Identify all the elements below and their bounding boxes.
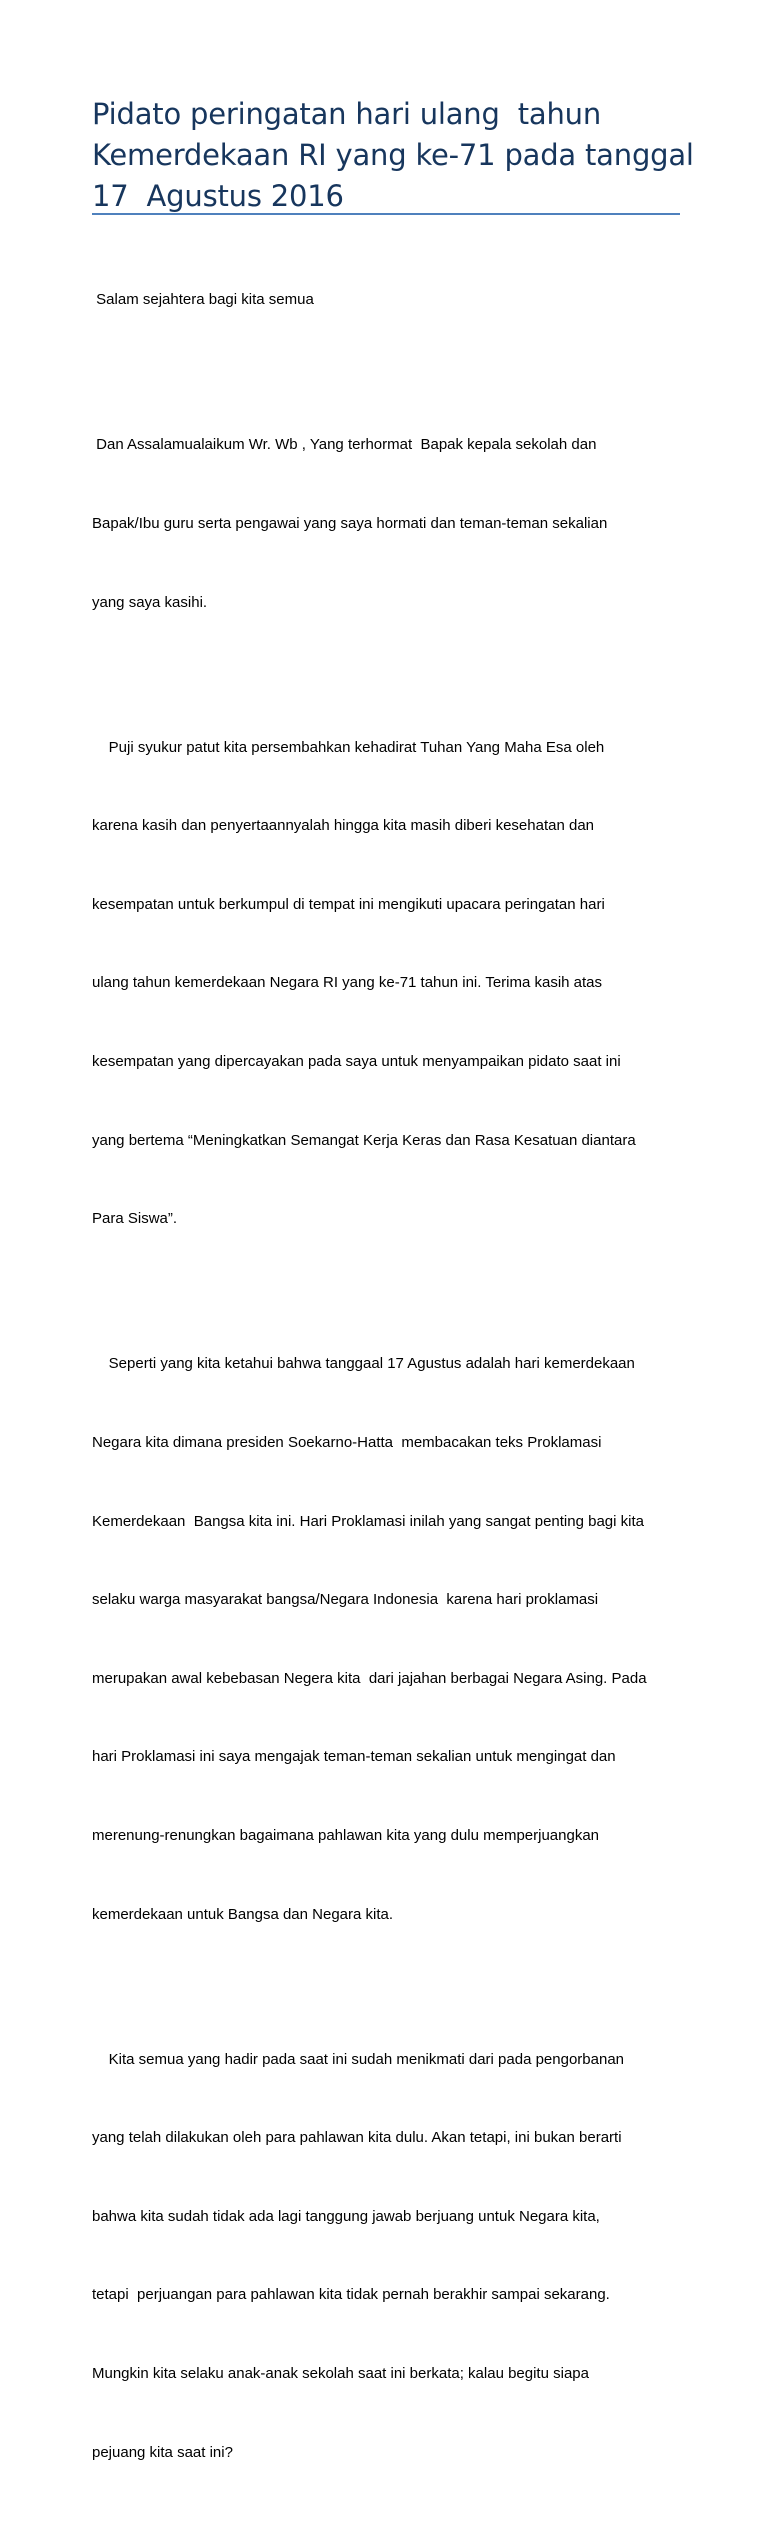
paragraph-line: kesempatan yang dipercayakan pada saya untuk menyampaikan pidato saat ini (92, 1053, 621, 1071)
title-underline-rule (92, 213, 680, 215)
paragraph-line: bahwa kita sudah tidak ada lagi tanggung jawab berjuang untuk Negara kita, (92, 2207, 600, 2225)
paragraph-line: ulang tahun kemerdekaan Negara RI yang ke-71 tahun ini. Terima kasih atas (92, 974, 603, 992)
paragraph-line: Salam sejahtera bagi kita semua (92, 291, 314, 309)
paragraph-independence-day (92, 1299, 682, 1980)
document-title (92, 94, 692, 217)
paragraph-gratitude (92, 682, 682, 1285)
paragraph-line: pejuang kita saat ini? (92, 2443, 233, 2461)
paragraph-line: Dan Assalamualaikum Wr. Wb , Yang terhormat Bapak kepala sekolah dan (92, 436, 597, 454)
title-line: Kemerdekaan RI yang ke-71 pada tanggal (92, 138, 694, 172)
paragraph-line: hari Proklamasi ini saya mengajak teman-teman sekalian untuk mengingat dan (92, 1748, 616, 1766)
paragraph-line: selaku warga masyarakat bangsa/Negara Indonesia karena hari proklamasi (92, 1591, 599, 1609)
paragraph-line: yang bertema “Meningkatkan Semangat Kerja Keras dan Rasa Kesatuan diantara (92, 1131, 636, 1149)
paragraph-line: yang saya kasihi. (92, 593, 208, 611)
paragraph-line: Puji syukur patut kita persembahkan kehadirat Tuhan Yang Maha Esa oleh (92, 738, 605, 756)
paragraph-salutation (92, 380, 682, 668)
paragraph-line: tetapi perjuangan para pahlawan kita tidak pernah berakhir sampai sekarang. (92, 2286, 610, 2304)
document-body (92, 235, 682, 2532)
paragraph-greeting (92, 235, 682, 366)
paragraph-line: karena kasih dan penyertaannyalah hingga kita masih diberi kesehatan dan (92, 817, 595, 835)
paragraph-line: Negara kita dimana presiden Soekarno-Hatta membacakan teks Proklamasi (92, 1433, 602, 1451)
paragraph-line: kemerdekaan untuk Bangsa dan Negara kita. (92, 1905, 394, 1923)
paragraph-sacrifice (92, 1994, 682, 2518)
title-line: 17 Agustus 2016 (92, 179, 344, 213)
paragraph-line: Para Siswa”. (92, 1210, 178, 1228)
paragraph-line: Seperti yang kita ketahui bahwa tanggaal 17 Agustus adalah hari kemerdekaan (92, 1355, 635, 1373)
paragraph-line: merenung-renungkan bagaimana pahlawan kita yang dulu memperjuangkan (92, 1826, 600, 1844)
paragraph-line: merupakan awal kebebasan Negera kita dari jajahan berbagai Negara Asing. Pada (92, 1669, 647, 1687)
paragraph-line: Mungkin kita selaku anak-anak sekolah saat ini berkata; kalau begitu siapa (92, 2365, 589, 2383)
paragraph-line: kesempatan untuk berkumpul di tempat ini mengikuti upacara peringatan hari (92, 895, 605, 913)
paragraph-line: yang telah dilakukan oleh para pahlawan kita dulu. Akan tetapi, ini bukan berarti (92, 2129, 622, 2147)
paragraph-line: Bapak/Ibu guru serta pengawai yang saya hormati dan teman-teman sekalian (92, 515, 608, 533)
paragraph-line: Kita semua yang hadir pada saat ini sudah menikmati dari pada pengorbanan (92, 2050, 625, 2068)
title-line: Pidato peringatan hari ulang tahun (92, 97, 602, 131)
paragraph-line: Kemerdekaan Bangsa kita ini. Hari Proklamasi inilah yang sangat penting bagi kita (92, 1512, 644, 1530)
